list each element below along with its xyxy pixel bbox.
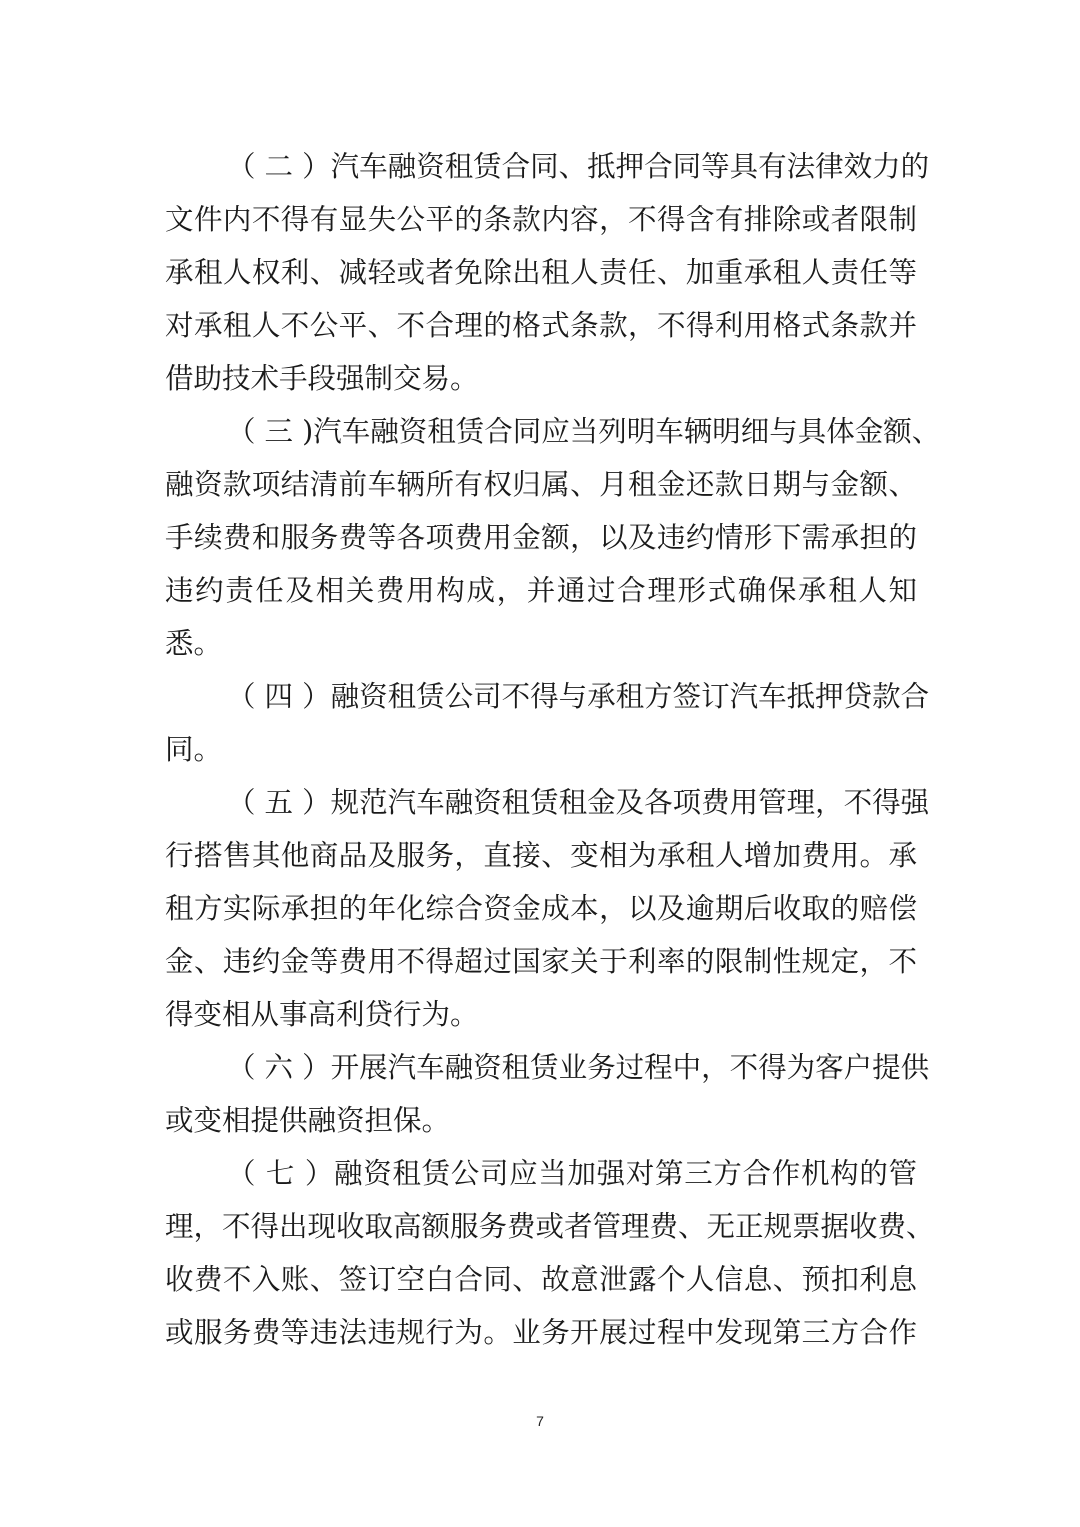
document-body xyxy=(165,140,941,1359)
paragraph-line: 借助技术手段强制交易。 xyxy=(165,362,479,395)
paragraph-line: 文件内不得有显失公平的条款内容，不得含有排除或者限制 xyxy=(165,203,917,236)
paragraph-line: 或变相提供融资担保。 xyxy=(165,1104,451,1137)
paragraph-line: 租方实际承担的年化综合资金成本，以及逾期后收取的赔偿 xyxy=(165,892,917,925)
paragraph-line: 得变相从事高利贷行为。 xyxy=(165,998,479,1031)
clause-5-paragraph xyxy=(165,776,930,1041)
paragraph-line: 行搭售其他商品及服务，直接、变相为承租人增加费用。承 xyxy=(165,839,917,872)
paragraph-line: （ 六 ）开展汽车融资租赁业务过程中，不得为客户提供 xyxy=(227,1051,930,1084)
paragraph-line: 同。 xyxy=(165,733,223,766)
paragraph-line: 违约责任及相关费用构成，并通过合理形式确保承租人知 xyxy=(165,574,917,607)
paragraph-line: 悉。 xyxy=(165,627,223,660)
page-number: 7 xyxy=(536,1413,544,1429)
clause-7-paragraph xyxy=(165,1147,935,1359)
clause-4-paragraph xyxy=(165,670,930,776)
paragraph-line: 手续费和服务费等各项费用金额，以及违约情形下需承担的 xyxy=(165,521,917,554)
paragraph-line: （ 二 ）汽车融资租赁合同、抵押合同等具有法律效力的 xyxy=(227,150,930,183)
paragraph-line: 融资款项结清前车辆所有权归属、月租金还款日期与金额、 xyxy=(165,468,917,501)
clause-2-paragraph xyxy=(165,140,930,405)
paragraph-line: 金、违约金等费用不得超过国家关于利率的限制性规定，不 xyxy=(165,945,917,978)
paragraph-line: 承租人权利、减轻或者免除出租人责任、加重承租人责任等 xyxy=(165,256,917,289)
paragraph-line: （ 四 ）融资租赁公司不得与承租方签订汽车抵押贷款合 xyxy=(227,680,930,713)
paragraph-line: 理，不得出现收取高额服务费或者管理费、无正规票据收费、 xyxy=(165,1210,935,1243)
clause-3-paragraph xyxy=(165,405,941,670)
clause-6-paragraph xyxy=(165,1041,930,1147)
paragraph-line: 对承租人不公平、不合理的格式条款，不得利用格式条款并 xyxy=(165,309,917,342)
paragraph-line: 收费不入账、签订空白合同、故意泄露个人信息、预扣利息 xyxy=(165,1263,917,1296)
paragraph-line: （ 七 ）融资租赁公司应当加强对第三方合作机构的管 xyxy=(227,1157,917,1190)
paragraph-line: （ 三 )汽车融资租赁合同应当列明车辆明细与具体金额、 xyxy=(227,415,941,448)
paragraph-line: （ 五 ）规范汽车融资租赁租金及各项费用管理，不得强 xyxy=(227,786,930,819)
paragraph-line: 或服务费等违法违规行为。业务开展过程中发现第三方合作 xyxy=(165,1316,917,1349)
